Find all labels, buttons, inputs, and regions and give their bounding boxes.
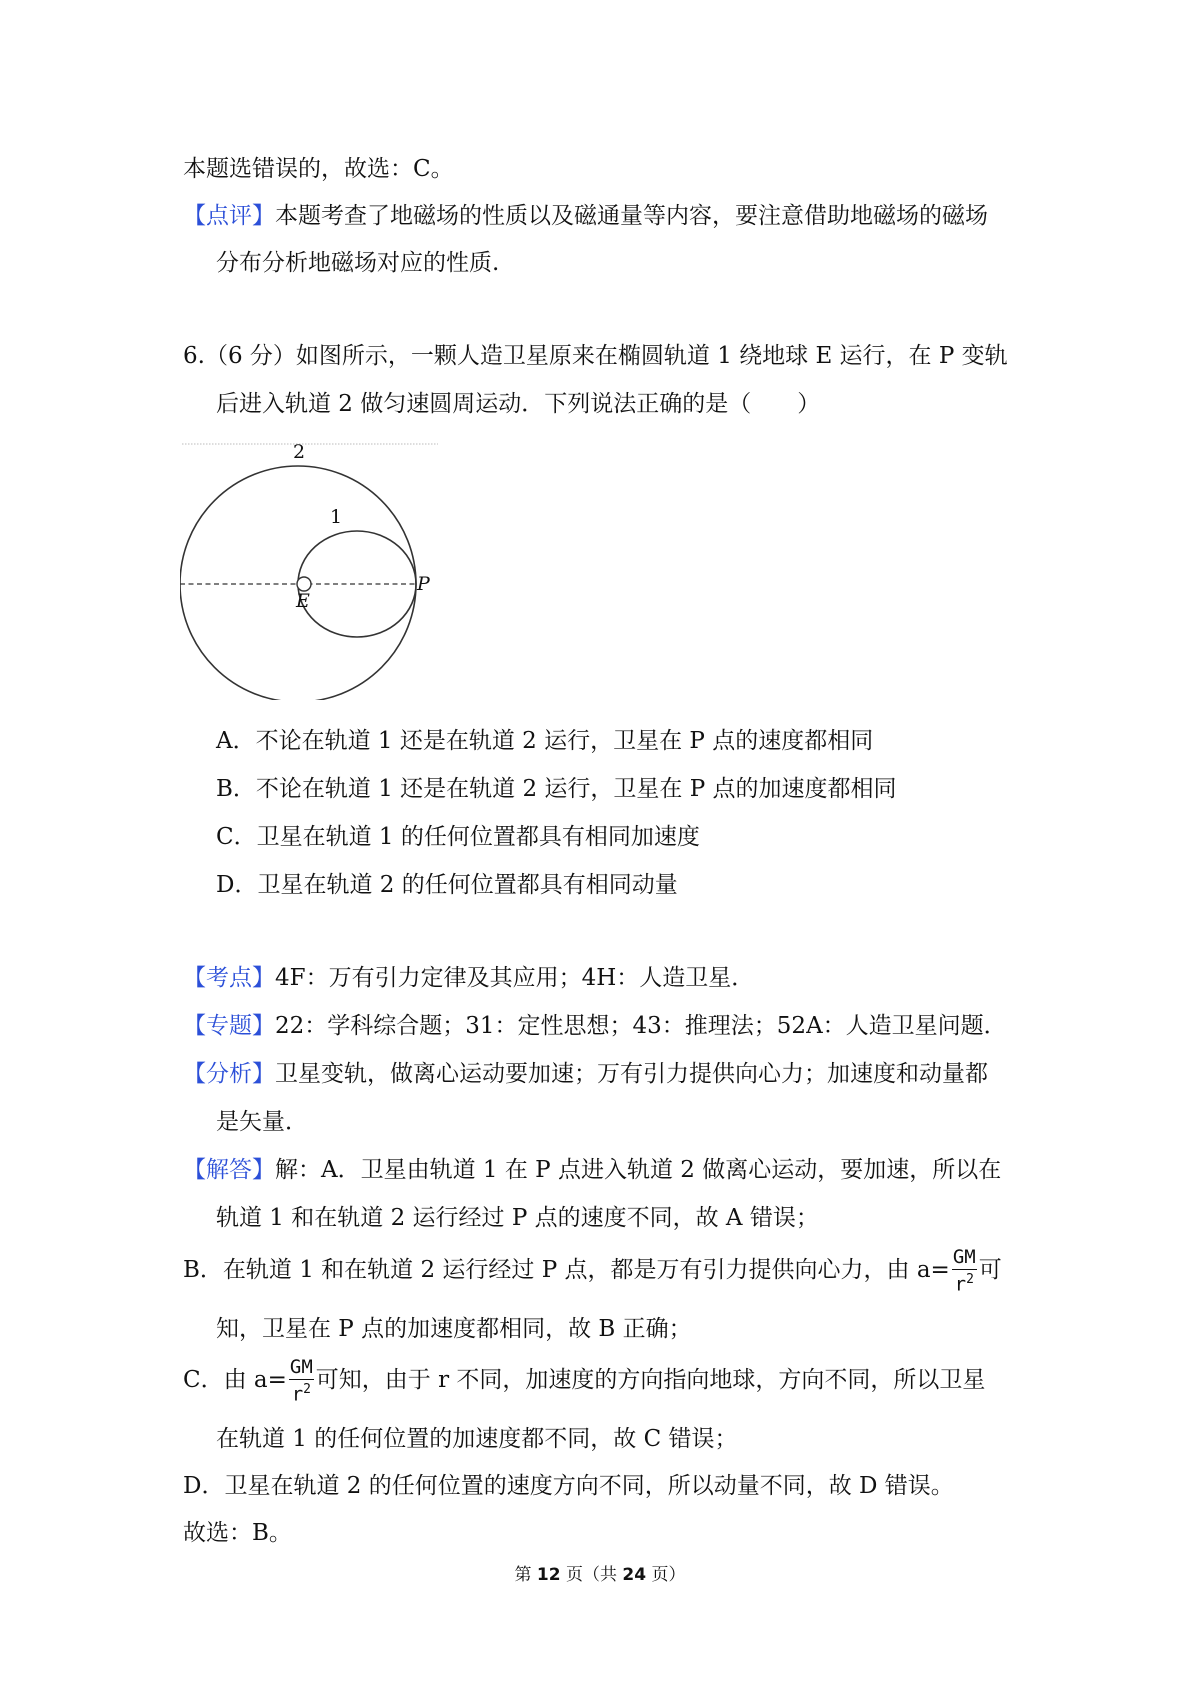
option-b: B．不论在轨道 1 还是在轨道 2 运行，卫星在 P 点的加速度都相同 [216, 776, 897, 802]
formula-denominator: $r^2$ [954, 1271, 974, 1296]
jieda-line-b2: 知，卫星在 P 点的加速度都相同，故 B 正确； [216, 1316, 692, 1342]
jieda-text-c1-pre: C．由 a= [183, 1367, 287, 1393]
formula-denominator: $r^2$ [291, 1381, 311, 1406]
option-d: D．卫星在轨道 2 的任何位置都具有相同动量 [216, 872, 678, 898]
orbit-1-ellipse [298, 531, 416, 637]
jieda-text-b1-pre: B．在轨道 1 和在轨道 2 运行经过 P 点，都是万有引力提供向心力，由 a= [183, 1257, 950, 1283]
earth-circle [297, 577, 311, 591]
fenxi-text-1: 卫星变轨，做离心运动要加速；万有引力提供向心力；加速度和动量都 [275, 1061, 988, 1087]
jieda-line-a2: 轨道 1 和在轨道 2 运行经过 P 点的速度不同，故 A 错误； [216, 1205, 819, 1231]
jieda-line-c2: 在轨道 1 的任何位置的加速度都不同，故 C 错误； [216, 1426, 738, 1452]
current-page-number: 12 [536, 1565, 561, 1585]
jieda-line-c1 [183, 1354, 985, 1406]
zhuanti-line [183, 1010, 1007, 1042]
total-page-number: 24 [622, 1565, 647, 1585]
formula-gm-over-r2 [289, 1355, 314, 1406]
review-line-1 [183, 200, 988, 232]
option-c: C．卫星在轨道 1 的任何位置都具有相同加速度 [216, 824, 700, 850]
review-line-2: 分布分析地磁场对应的性质. [216, 250, 500, 276]
formula-gm-over-r2 [952, 1245, 977, 1296]
review-text-1: 本题考查了地磁场的性质以及磁通量等内容，要注意借助地磁场的磁场 [275, 203, 988, 229]
orbit-figure [180, 440, 440, 700]
question-stem-2: 后进入轨道 2 做匀速圆周运动．下列说法正确的是（ ） [216, 391, 821, 417]
fenxi-tag: 【分析】 [183, 1061, 275, 1087]
jieda-line-a1 [183, 1154, 1001, 1186]
jieda-line-b1 [183, 1244, 1002, 1296]
label-earth: E [296, 590, 310, 612]
option-a: A．不论在轨道 1 还是在轨道 2 运行，卫星在 P 点的速度都相同 [216, 728, 874, 754]
label-point: P [417, 573, 430, 595]
zhuanti-text: 22：学科综合题；31：定性思想；43：推理法；52A：人造卫星问题． [275, 1013, 1007, 1039]
prev-conclusion: 本题选错误的，故选：C。 [183, 156, 454, 182]
label-orbit-2: 2 [293, 441, 306, 463]
jieda-text-c1-post: 可知，由于 r 不同，加速度的方向指向地球，方向不同，所以卫星 [315, 1367, 986, 1393]
fenxi-line-1 [183, 1058, 988, 1090]
formula-numerator: GM [952, 1245, 976, 1268]
zhuanti-tag: 【专题】 [183, 1013, 275, 1039]
kaodian-tag: 【考点】 [183, 965, 275, 991]
label-orbit-1: 1 [330, 506, 343, 528]
fenxi-line-2: 是矢量． [216, 1109, 308, 1135]
review-tag: 【点评】 [183, 203, 275, 229]
kaodian-text: 4F：万有引力定律及其应用；4H：人造卫星． [275, 965, 755, 991]
jieda-text-b1-post: 可 [978, 1257, 1002, 1283]
jieda-tag: 【解答】 [183, 1157, 275, 1183]
jieda-text-a1: 解：A．卫星由轨道 1 在 P 点进入轨道 2 做离心运动，要加速，所以在 [275, 1157, 1002, 1183]
page-footer: 第 12 页（共 24 页） [514, 1565, 686, 1585]
question-stem-1: 6.（6 分）如图所示，一颗人造卫星原来在椭圆轨道 1 绕地球 E 运行，在 P 变轨 [183, 343, 1008, 369]
kaodian-line [183, 962, 754, 994]
jieda-line-d: D．卫星在轨道 2 的任何位置的速度方向不同，所以动量不同，故 D 错误。 [183, 1473, 954, 1499]
answer-line: 故选：B。 [183, 1520, 292, 1546]
formula-numerator: GM [289, 1355, 313, 1378]
